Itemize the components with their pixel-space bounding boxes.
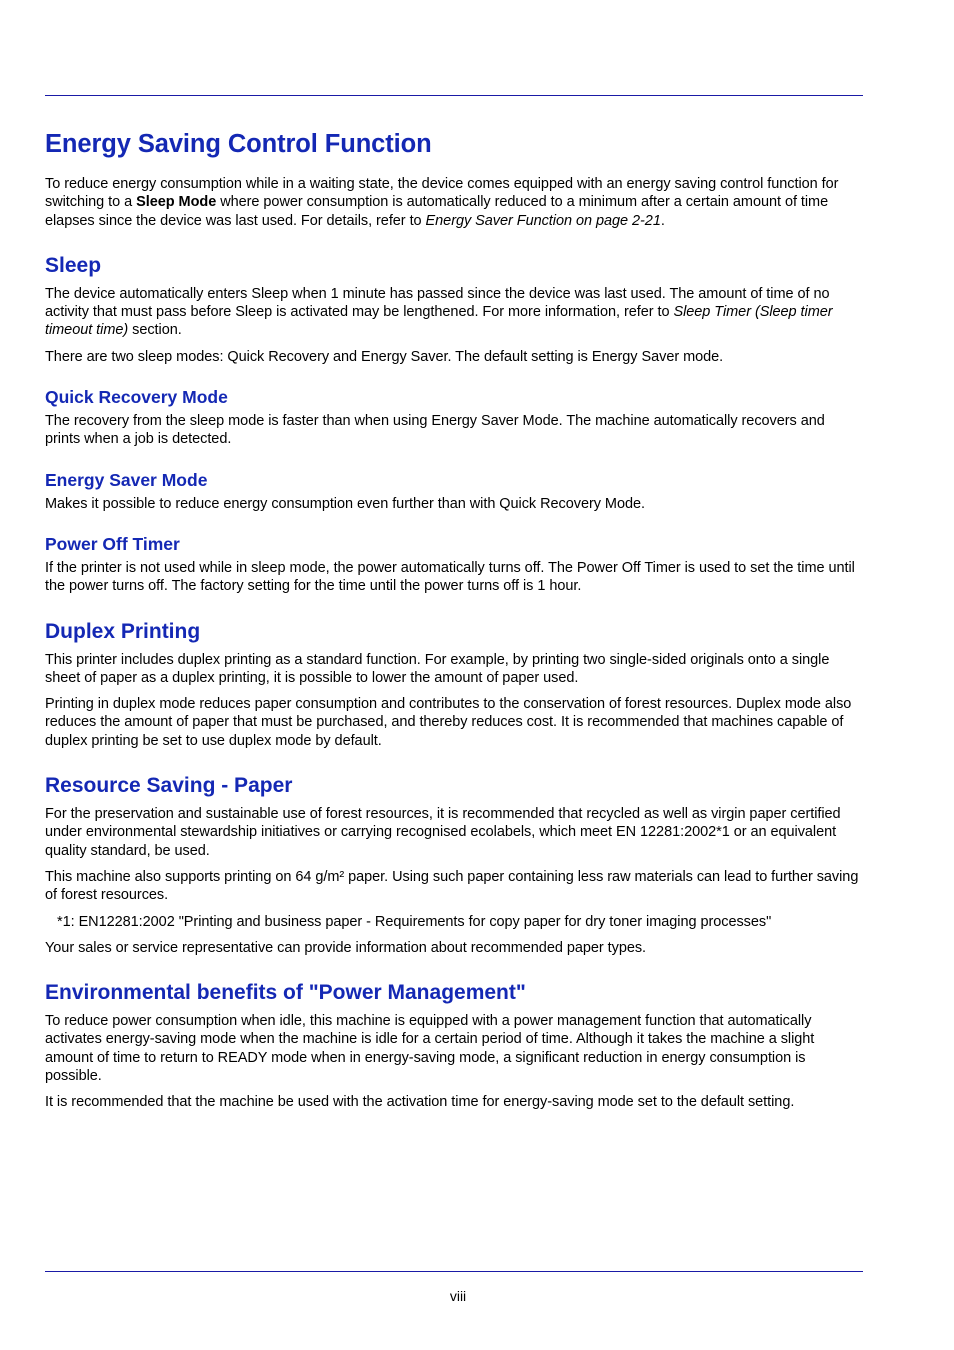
environmental-paragraph-2: It is recommended that the machine be used with the activation time for energy-saving mode set to the default setting. — [45, 1094, 795, 1111]
subsection-heading-quick-recovery: Quick Recovery Mode — [45, 387, 228, 408]
subsection-heading-energy-saver: Energy Saver Mode — [45, 469, 208, 490]
sleep-paragraph-2: There are two sleep modes: Quick Recovery and Energy Saver. The default setting is Energy Saver mode. — [45, 348, 724, 365]
footer-rule — [45, 1271, 863, 1272]
section-heading-sleep: Sleep — [45, 253, 102, 277]
sleep-paragraph-1: The device automatically enters Sleep when 1 minute has passed since the device was last used. The amount of time of no activity that must pass before Sleep is activated may be lengthened. For more information, refer to Sleep Timer (Sleep timer timeout time) section. — [45, 285, 833, 339]
paper-paragraph-2: This machine also supports printing on 64 g/m² paper. Using such paper containing less raw materials can lead to further saving of forest resources. — [45, 868, 859, 904]
intro-paragraph: To reduce energy consumption while in a waiting state, the device comes equipped with an energy saving control function for switching to a Sleep Mode where power consumption is automatically reduced to a minimum after a certain amount of time elapses since the device was last used. For details, refer to Energy Saver Function on page 2-21. — [45, 176, 839, 229]
section-heading-paper: Resource Saving - Paper — [45, 774, 293, 798]
paper-paragraph-3: Your sales or service representative can provide information about recommended paper types. — [45, 939, 647, 956]
page-title: Energy Saving Control Function — [45, 130, 432, 158]
environmental-paragraph-1: To reduce power consumption when idle, this machine is equipped with a power management function that automatically activates energy-saving mode when the machine is idle for a certain period of time. Although it takes the machine a slight amount of time to return to READY mode when in energy-saving mode, a significant reduction in energy consumption is possible. — [45, 1013, 815, 1085]
page-content — [45, 108, 863, 1120]
duplex-paragraph-2: Printing in duplex mode reduces paper consumption and contributes to the conservation of forest resources. Duplex mode also reduces the amount of paper that must be purchased, and thereby reduces cost. It is recommended that machines capable of duplex printing be set to use duplex mode by default. — [45, 696, 852, 749]
header-rule — [45, 95, 863, 96]
energy-saver-paragraph: Makes it possible to reduce energy consumption even further than with Quick Recovery Mode. — [45, 495, 645, 512]
cross-reference: Sleep Timer (Sleep timer timeout time) — [45, 304, 833, 339]
subsection-heading-power-off-timer: Power Off Timer — [45, 533, 180, 554]
power-off-timer-paragraph: If the printer is not used while in sleep mode, the power automatically turns off. The Power Off Timer is used to set the time until the power turns off. The factory setting for the time until the power turns off is 1 hour. — [45, 559, 855, 595]
sleep-mode-term: Sleep Mode — [136, 194, 217, 211]
paper-paragraph-1: For the preservation and sustainable use of forest resources, it is recommended that recycled as well as virgin paper certified under environmental stewardship initiatives or carrying recognised ecolabels, which meet EN 12281:2002*1 or an equivalent quality standard, be used. — [45, 806, 841, 859]
duplex-paragraph-1: This printer includes duplex printing as a standard function. For example, by printing two single-sided originals onto a single sheet of paper as a duplex printing, it is possible to lower the amount of paper used. — [45, 651, 830, 686]
quick-recovery-paragraph: The recovery from the sleep mode is faster than when using Energy Saver Mode. The machine automatically recovers and prints when a job is detected. — [45, 413, 825, 448]
section-heading-environmental: Environmental benefits of "Power Management" — [45, 981, 526, 1005]
footnote: *1: EN12281:2002 "Printing and business paper - Requirements for copy paper for dry toner imaging processes" — [57, 913, 772, 930]
cross-reference: Energy Saver Function on page 2-21 — [425, 212, 661, 229]
section-heading-duplex: Duplex Printing — [45, 619, 201, 643]
page-number: viii — [449, 1288, 467, 1304]
